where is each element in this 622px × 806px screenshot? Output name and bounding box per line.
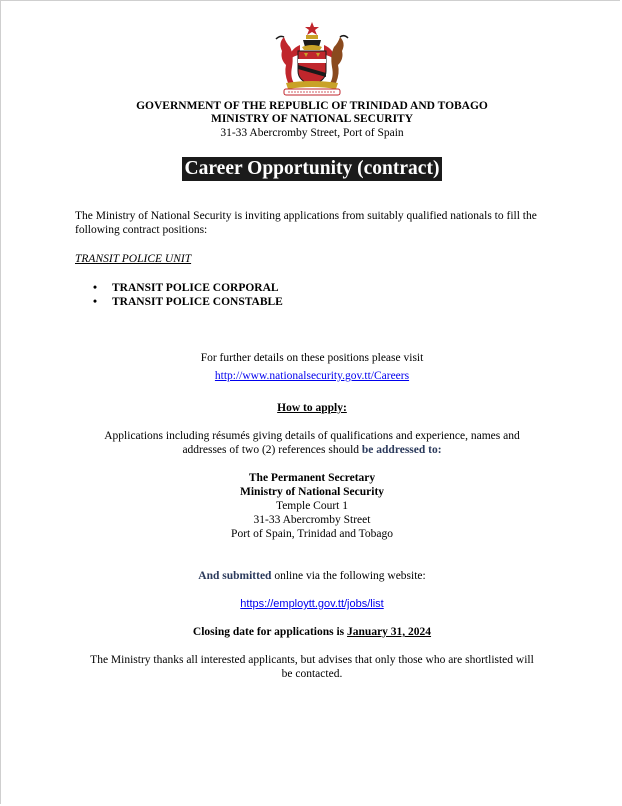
ministry-address: 31-33 Abercromby Street, Port of Spain bbox=[220, 127, 404, 139]
details-text: For further details on these positions please visit bbox=[200, 352, 424, 364]
page-title: Career Opportunity (contract) bbox=[182, 157, 443, 181]
ministry-heading: MINISTRY OF NATIONAL SECURITY bbox=[210, 113, 414, 125]
apply-text-line1: Applications including résumés giving details of qualifications and experience, names and bbox=[104, 430, 520, 442]
closing-date: Closing date for applications is January 31, 2024 bbox=[192, 626, 432, 638]
coat-of-arms-icon bbox=[272, 21, 352, 97]
unit-heading: TRANSIT POLICE UNIT bbox=[75, 253, 192, 265]
positions-list bbox=[93, 281, 283, 309]
apply-text-line2: addresses of two (2) references should be addressed to: bbox=[182, 444, 442, 456]
bullet-icon: • bbox=[93, 282, 98, 294]
address-line-3: Temple Court 1 bbox=[275, 500, 348, 512]
list-item: • TRANSIT POLICE CONSTABLE bbox=[93, 296, 283, 308]
intro-paragraph: The Ministry of National Security is inviting applications from suitably qualified nationals to fill the following contract positions: bbox=[75, 210, 537, 236]
details-link-row bbox=[1, 370, 622, 384]
address-line-4: 31-33 Abercromby Street bbox=[253, 514, 371, 526]
how-to-apply-heading: How to apply: bbox=[277, 402, 347, 414]
address-line-1: The Permanent Secretary bbox=[248, 472, 376, 484]
submission-text: And submitted online via the following website: bbox=[198, 570, 426, 582]
list-item: • TRANSIT POLICE CORPORAL bbox=[93, 282, 279, 294]
careers-link[interactable]: http://www.nationalsecurity.gov.tt/Careers bbox=[214, 370, 410, 382]
government-heading: GOVERNMENT OF THE REPUBLIC OF TRINIDAD AND TOBAGO bbox=[136, 100, 488, 112]
address-line-5: Port of Spain, Trinidad and Tobago bbox=[231, 528, 393, 540]
submission-link-row bbox=[1, 598, 622, 612]
bullet-icon: • bbox=[93, 296, 98, 308]
address-line-2: Ministry of National Security bbox=[239, 486, 385, 498]
footer-line-1: The Ministry thanks all interested applicants, but advises that only those who are shortlisted will bbox=[90, 654, 534, 666]
footer-line-2: be contacted. bbox=[281, 668, 343, 680]
title-banner bbox=[1, 157, 622, 181]
employtt-link[interactable]: https://employtt.gov.tt/jobs/list bbox=[240, 598, 384, 610]
